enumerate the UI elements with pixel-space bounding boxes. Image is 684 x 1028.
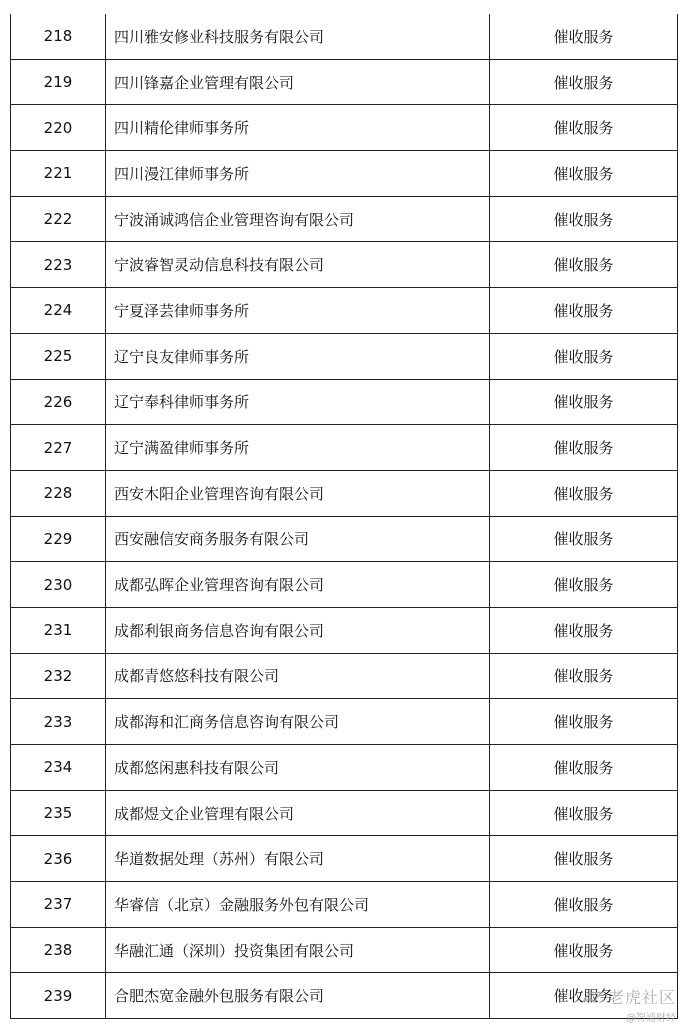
row-number: 229 xyxy=(11,516,106,562)
row-number: 225 xyxy=(11,333,106,379)
row-number: 232 xyxy=(11,653,106,699)
service-type: 催收服务 xyxy=(490,607,678,653)
table-row xyxy=(11,836,678,882)
company-name: 华睿信（北京）金融服务外包有限公司 xyxy=(106,882,490,928)
company-name: 四川锋嘉企业管理有限公司 xyxy=(106,59,490,105)
row-number: 230 xyxy=(11,562,106,608)
company-name: 成都青悠悠科技有限公司 xyxy=(106,653,490,699)
row-number: 221 xyxy=(11,151,106,197)
row-number: 238 xyxy=(11,927,106,973)
service-type: 催收服务 xyxy=(490,745,678,791)
service-type: 催收服务 xyxy=(490,973,678,1019)
table-row xyxy=(11,14,678,59)
service-type: 催收服务 xyxy=(490,288,678,334)
service-type: 催收服务 xyxy=(490,653,678,699)
row-number: 219 xyxy=(11,59,106,105)
watermark-sub-text: @智通财经 xyxy=(626,1013,676,1024)
row-number: 218 xyxy=(11,14,106,59)
company-name: 辽宁良友律师事务所 xyxy=(106,333,490,379)
table-row xyxy=(11,790,678,836)
table-row xyxy=(11,882,678,928)
company-table-container xyxy=(10,14,678,1019)
company-name: 华融汇通（深圳）投资集团有限公司 xyxy=(106,927,490,973)
company-name: 成都弘晖企业管理咨询有限公司 xyxy=(106,562,490,608)
service-type: 催收服务 xyxy=(490,333,678,379)
company-table xyxy=(10,14,678,1019)
table-row xyxy=(11,607,678,653)
table-row xyxy=(11,927,678,973)
company-name: 宁波涌诚鸿信企业管理咨询有限公司 xyxy=(106,196,490,242)
service-type: 催收服务 xyxy=(490,105,678,151)
table-row xyxy=(11,699,678,745)
service-type: 催收服务 xyxy=(490,196,678,242)
row-number: 220 xyxy=(11,105,106,151)
company-name: 华道数据处理（苏州）有限公司 xyxy=(106,836,490,882)
company-name: 成都悠闲惠科技有限公司 xyxy=(106,745,490,791)
service-type: 催收服务 xyxy=(490,379,678,425)
row-number: 226 xyxy=(11,379,106,425)
table-row xyxy=(11,151,678,197)
table-row xyxy=(11,973,678,1019)
service-type: 催收服务 xyxy=(490,470,678,516)
row-number: 228 xyxy=(11,470,106,516)
service-type: 催收服务 xyxy=(490,836,678,882)
table-row xyxy=(11,288,678,334)
row-number: 223 xyxy=(11,242,106,288)
company-name: 成都海和汇商务信息咨询有限公司 xyxy=(106,699,490,745)
table-row xyxy=(11,516,678,562)
service-type: 催收服务 xyxy=(490,516,678,562)
row-number: 234 xyxy=(11,745,106,791)
table-row xyxy=(11,425,678,471)
table-row xyxy=(11,653,678,699)
row-number: 233 xyxy=(11,699,106,745)
table-row xyxy=(11,59,678,105)
row-number: 227 xyxy=(11,425,106,471)
service-type: 催收服务 xyxy=(490,927,678,973)
watermark-main-text: 老虎社区 xyxy=(607,988,676,1007)
company-name: 成都煜文企业管理有限公司 xyxy=(106,790,490,836)
service-type: 催收服务 xyxy=(490,14,678,59)
service-type: 催收服务 xyxy=(490,699,678,745)
company-name: 辽宁奉科律师事务所 xyxy=(106,379,490,425)
company-table-body xyxy=(11,14,678,1019)
table-row xyxy=(11,562,678,608)
service-type: 催收服务 xyxy=(490,882,678,928)
row-number: 231 xyxy=(11,607,106,653)
company-name: 合肥杰宽金融外包服务有限公司 xyxy=(106,973,490,1019)
table-row xyxy=(11,470,678,516)
row-number: 222 xyxy=(11,196,106,242)
service-type: 催收服务 xyxy=(490,242,678,288)
table-row xyxy=(11,379,678,425)
service-type: 催收服务 xyxy=(490,425,678,471)
row-number: 235 xyxy=(11,790,106,836)
company-name: 四川漫江律师事务所 xyxy=(106,151,490,197)
row-number: 236 xyxy=(11,836,106,882)
service-type: 催收服务 xyxy=(490,790,678,836)
company-name: 四川精伦律师事务所 xyxy=(106,105,490,151)
company-name: 辽宁满盈律师事务所 xyxy=(106,425,490,471)
company-name: 西安融信安商务服务有限公司 xyxy=(106,516,490,562)
row-number: 224 xyxy=(11,288,106,334)
table-row xyxy=(11,105,678,151)
table-row xyxy=(11,196,678,242)
service-type: 催收服务 xyxy=(490,562,678,608)
row-number: 239 xyxy=(11,973,106,1019)
company-name: 四川雅安修业科技服务有限公司 xyxy=(106,14,490,59)
table-row xyxy=(11,242,678,288)
company-name: 宁波睿智灵动信息科技有限公司 xyxy=(106,242,490,288)
table-row xyxy=(11,333,678,379)
service-type: 催收服务 xyxy=(490,59,678,105)
company-name: 成都利银商务信息咨询有限公司 xyxy=(106,607,490,653)
company-name: 宁夏泽芸律师事务所 xyxy=(106,288,490,334)
row-number: 237 xyxy=(11,882,106,928)
table-row xyxy=(11,745,678,791)
service-type: 催收服务 xyxy=(490,151,678,197)
company-name: 西安木阳企业管理咨询有限公司 xyxy=(106,470,490,516)
